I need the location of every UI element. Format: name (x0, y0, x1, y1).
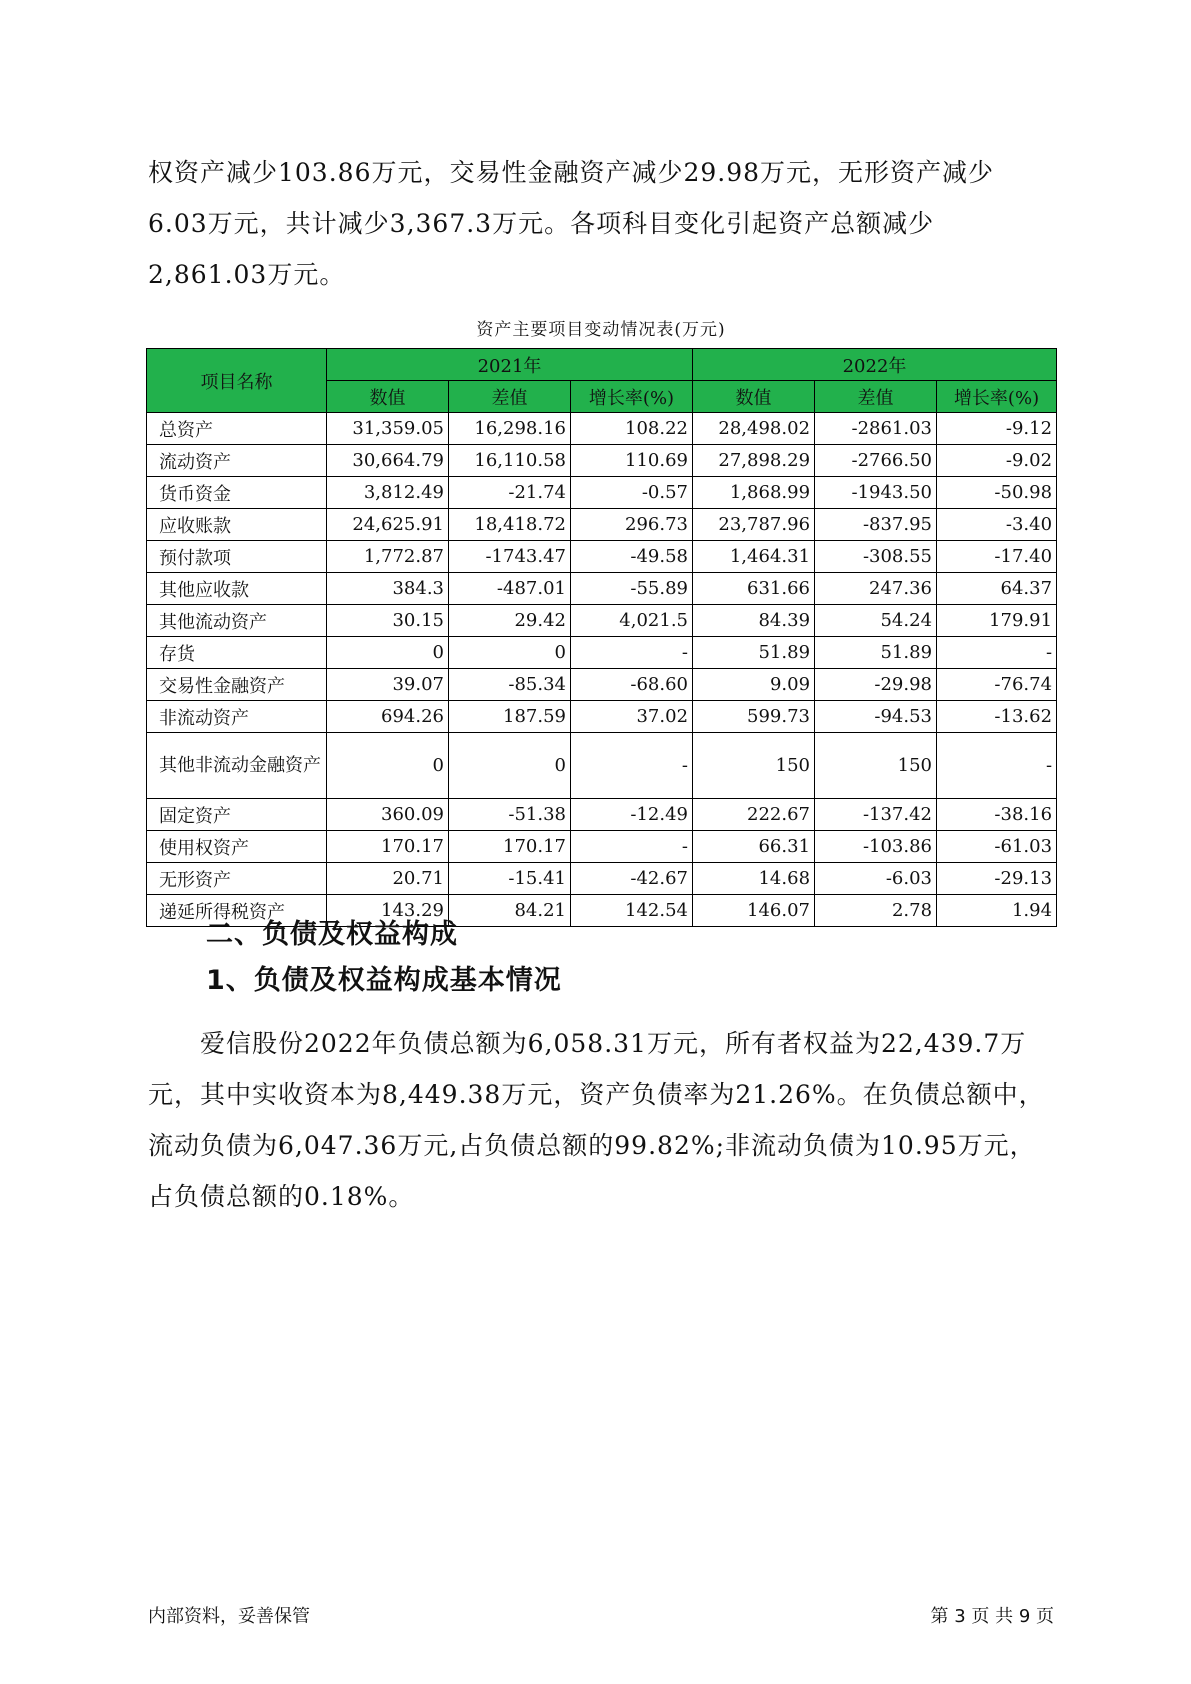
cell-growth-2021: -49.58 (571, 541, 693, 573)
row-item-name: 交易性金融资产 (147, 669, 327, 701)
cell-diff-2021: 0 (449, 733, 571, 799)
cell-growth-2022: -50.98 (937, 477, 1057, 509)
footer-page-number: 第 3 页 共 9 页 (930, 1606, 1054, 1627)
table-row (147, 669, 1057, 701)
header-diff-2021: 差值 (449, 381, 571, 413)
cell-diff-2021: 170.17 (449, 831, 571, 863)
table-row (147, 733, 1057, 799)
table-row (147, 541, 1057, 573)
cell-diff-2021: 16,298.16 (449, 413, 571, 445)
cell-value-2021: 1,772.87 (327, 541, 449, 573)
section-heading: 二、负债及权益构成 (206, 919, 458, 950)
cell-diff-2022: -6.03 (815, 863, 937, 895)
assets-change-table (146, 348, 1057, 927)
header-growth-2021: 增长率(%) (571, 381, 693, 413)
cell-value-2022: 9.09 (693, 669, 815, 701)
header-growth-2022: 增长率(%) (937, 381, 1057, 413)
cell-value-2021: 694.26 (327, 701, 449, 733)
table-caption: 资产主要项目变动情况表(万元) (476, 320, 726, 340)
cell-diff-2021: 187.59 (449, 701, 571, 733)
cell-value-2022: 599.73 (693, 701, 815, 733)
table-row (147, 413, 1057, 445)
cell-value-2021: 24,625.91 (327, 509, 449, 541)
cell-value-2021: 0 (327, 637, 449, 669)
row-item-name: 存货 (147, 637, 327, 669)
footer-confidential-note: 内部资料，妥善保管 (148, 1606, 310, 1627)
table-row (147, 831, 1057, 863)
cell-growth-2022: -9.02 (937, 445, 1057, 477)
row-item-name: 使用权资产 (147, 831, 327, 863)
cell-value-2022: 631.66 (693, 573, 815, 605)
cell-value-2021: 30,664.79 (327, 445, 449, 477)
cell-diff-2022: -837.95 (815, 509, 937, 541)
cell-diff-2022: -29.98 (815, 669, 937, 701)
cell-value-2022: 66.31 (693, 831, 815, 863)
cell-diff-2021: 84.21 (449, 895, 571, 927)
cell-diff-2021: -21.74 (449, 477, 571, 509)
cell-growth-2021: -55.89 (571, 573, 693, 605)
cell-value-2021: 360.09 (327, 799, 449, 831)
cell-value-2022: 1,868.99 (693, 477, 815, 509)
row-item-name: 流动资产 (147, 445, 327, 477)
intro-line-2: 6.03万元，共计减少3,367.3万元。各项科目变化引起资产总额减少 (148, 209, 935, 238)
cell-diff-2022: 51.89 (815, 637, 937, 669)
cell-diff-2021: -487.01 (449, 573, 571, 605)
row-item-name: 应收账款 (147, 509, 327, 541)
cell-diff-2021: 0 (449, 637, 571, 669)
cell-growth-2021: 296.73 (571, 509, 693, 541)
body-line-3: 流动负债为6,047.36万元,占负债总额的99.82%;非流动负债为10.95万元， (148, 1131, 1036, 1160)
cell-growth-2022: - (937, 733, 1057, 799)
cell-growth-2022: -17.40 (937, 541, 1057, 573)
cell-growth-2021: -68.60 (571, 669, 693, 701)
cell-value-2022: 27,898.29 (693, 445, 815, 477)
cell-value-2022: 28,498.02 (693, 413, 815, 445)
header-diff-2022: 差值 (815, 381, 937, 413)
body-paragraph (148, 1018, 1048, 1222)
cell-diff-2022: -2861.03 (815, 413, 937, 445)
intro-line-1: 权资产减少103.86万元，交易性金融资产减少29.98万元，无形资产减少 (148, 158, 995, 187)
header-year-2021: 2021年 (327, 349, 693, 381)
cell-diff-2022: -2766.50 (815, 445, 937, 477)
cell-value-2022: 150 (693, 733, 815, 799)
cell-value-2021: 20.71 (327, 863, 449, 895)
cell-growth-2021: 110.69 (571, 445, 693, 477)
table-row (147, 701, 1057, 733)
table-row (147, 637, 1057, 669)
cell-growth-2021: 108.22 (571, 413, 693, 445)
cell-growth-2021: - (571, 831, 693, 863)
header-year-2022: 2022年 (693, 349, 1057, 381)
cell-growth-2022: -13.62 (937, 701, 1057, 733)
cell-value-2021: 39.07 (327, 669, 449, 701)
cell-growth-2021: - (571, 637, 693, 669)
row-item-name: 其他非流动金融资产 (147, 733, 327, 799)
cell-growth-2021: - (571, 733, 693, 799)
cell-value-2021: 31,359.05 (327, 413, 449, 445)
cell-diff-2021: -85.34 (449, 669, 571, 701)
header-value-2022: 数值 (693, 381, 815, 413)
cell-value-2021: 143.29 (327, 895, 449, 927)
table-row (147, 445, 1057, 477)
cell-value-2021: 30.15 (327, 605, 449, 637)
row-item-name: 其他流动资产 (147, 605, 327, 637)
row-item-name: 固定资产 (147, 799, 327, 831)
cell-diff-2021: -1743.47 (449, 541, 571, 573)
cell-growth-2022: -3.40 (937, 509, 1057, 541)
cell-diff-2022: -137.42 (815, 799, 937, 831)
header-value-2021: 数值 (327, 381, 449, 413)
row-item-name: 无形资产 (147, 863, 327, 895)
table-row (147, 863, 1057, 895)
intro-paragraph (148, 147, 1048, 300)
row-item-name: 递延所得税资产 (147, 895, 327, 927)
cell-diff-2022: -94.53 (815, 701, 937, 733)
body-line-1: 爱信股份2022年负债总额为6,058.31万元，所有者权益为22,439.7万 (200, 1029, 1027, 1058)
cell-diff-2021: 18,418.72 (449, 509, 571, 541)
cell-diff-2022: 54.24 (815, 605, 937, 637)
cell-growth-2021: 37.02 (571, 701, 693, 733)
cell-growth-2022: -76.74 (937, 669, 1057, 701)
cell-value-2022: 51.89 (693, 637, 815, 669)
row-item-name: 预付款项 (147, 541, 327, 573)
cell-diff-2021: 16,110.58 (449, 445, 571, 477)
cell-value-2022: 222.67 (693, 799, 815, 831)
table-row (147, 509, 1057, 541)
table-row (147, 573, 1057, 605)
body-line-2: 元，其中实收资本为8,449.38万元，资产负债率为21.26%。在负债总额中， (148, 1080, 1045, 1109)
row-item-name: 其他应收款 (147, 573, 327, 605)
cell-value-2021: 170.17 (327, 831, 449, 863)
cell-value-2021: 0 (327, 733, 449, 799)
row-item-name: 非流动资产 (147, 701, 327, 733)
cell-diff-2022: 2.78 (815, 895, 937, 927)
table-row (147, 799, 1057, 831)
cell-value-2022: 146.07 (693, 895, 815, 927)
cell-growth-2021: 4,021.5 (571, 605, 693, 637)
row-item-name: 总资产 (147, 413, 327, 445)
cell-value-2022: 84.39 (693, 605, 815, 637)
cell-growth-2022: - (937, 637, 1057, 669)
cell-growth-2022: 179.91 (937, 605, 1057, 637)
cell-growth-2022: -38.16 (937, 799, 1057, 831)
header-item-name: 项目名称 (147, 349, 327, 413)
cell-growth-2022: -61.03 (937, 831, 1057, 863)
table-row (147, 477, 1057, 509)
cell-diff-2021: -51.38 (449, 799, 571, 831)
cell-growth-2022: 1.94 (937, 895, 1057, 927)
cell-value-2021: 3,812.49 (327, 477, 449, 509)
cell-diff-2022: -308.55 (815, 541, 937, 573)
cell-growth-2022: -29.13 (937, 863, 1057, 895)
cell-diff-2021: -15.41 (449, 863, 571, 895)
row-item-name: 货币资金 (147, 477, 327, 509)
cell-growth-2021: -0.57 (571, 477, 693, 509)
subsection-heading: 1、负债及权益构成基本情况 (206, 965, 562, 996)
cell-growth-2021: -42.67 (571, 863, 693, 895)
cell-growth-2021: -12.49 (571, 799, 693, 831)
cell-diff-2022: -103.86 (815, 831, 937, 863)
cell-diff-2022: 247.36 (815, 573, 937, 605)
body-line-4: 占负债总额的0.18%。 (148, 1182, 415, 1211)
cell-value-2022: 23,787.96 (693, 509, 815, 541)
cell-growth-2021: 142.54 (571, 895, 693, 927)
cell-growth-2022: -9.12 (937, 413, 1057, 445)
table-body (147, 413, 1057, 927)
table-row (147, 605, 1057, 637)
cell-value-2022: 14.68 (693, 863, 815, 895)
cell-value-2022: 1,464.31 (693, 541, 815, 573)
cell-value-2021: 384.3 (327, 573, 449, 605)
intro-line-3: 2,861.03万元。 (148, 260, 346, 289)
cell-diff-2021: 29.42 (449, 605, 571, 637)
cell-diff-2022: -1943.50 (815, 477, 937, 509)
cell-diff-2022: 150 (815, 733, 937, 799)
cell-growth-2022: 64.37 (937, 573, 1057, 605)
